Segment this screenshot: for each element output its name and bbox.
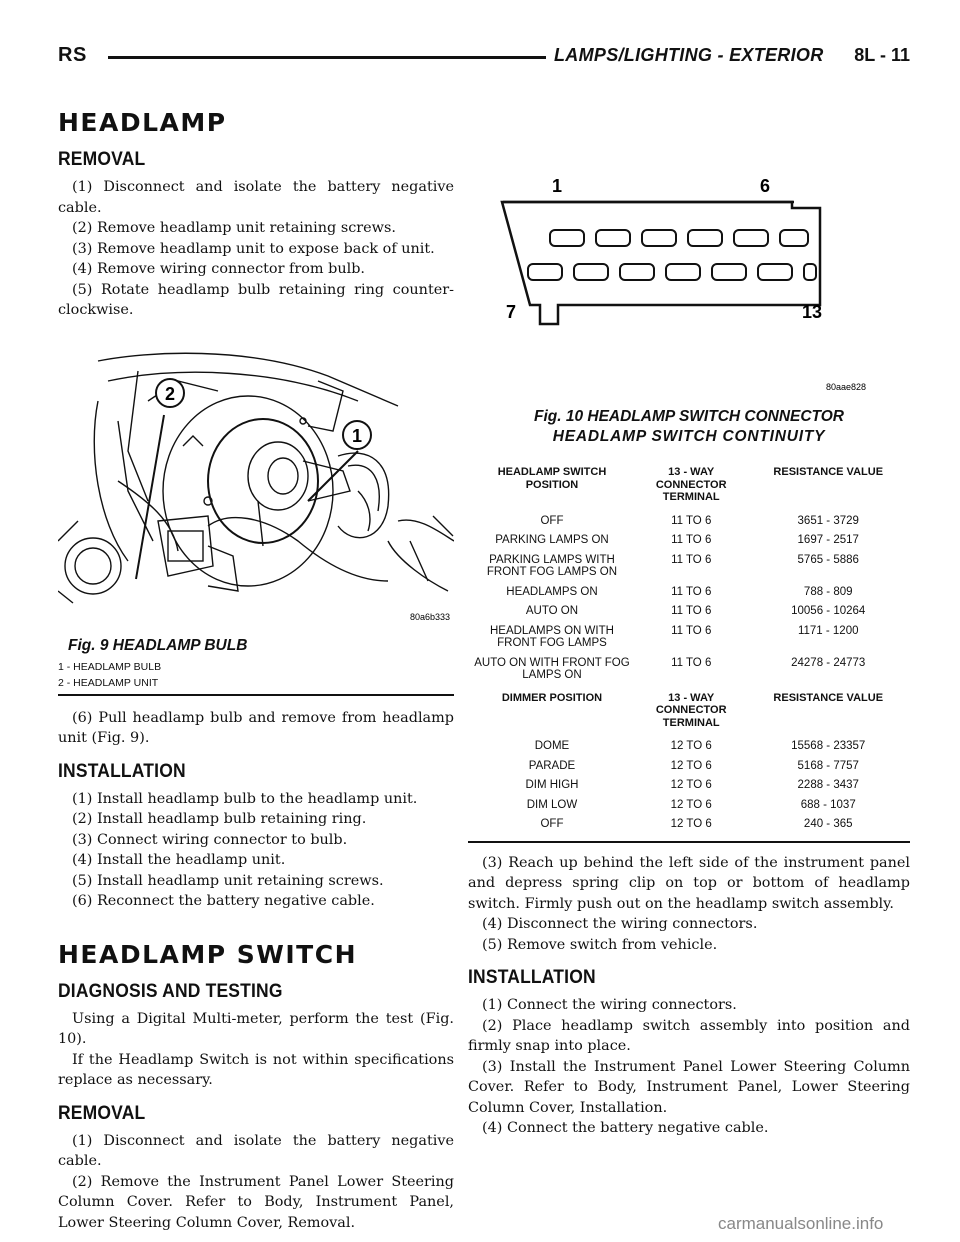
diagnosis-para-1: Using a Digital Multi-meter, perform the test (Fig. 10). xyxy=(58,1010,454,1047)
cell-position: DIM HIGH xyxy=(525,779,579,791)
switch-installation-step-4: (4) Connect the battery negative cable. xyxy=(482,1120,769,1136)
table-subheader-row xyxy=(468,686,910,738)
cell-position: AUTO ON xyxy=(525,605,579,617)
switch-removal-continued xyxy=(468,853,910,956)
header-section-title: LAMPS/LIGHTING - EXTERIOR xyxy=(554,45,824,65)
cell-terminal: 11 TO 6 xyxy=(671,534,712,546)
cell-resistance: 10056 - 10264 xyxy=(791,605,866,617)
figure-9 xyxy=(58,341,454,696)
right-column xyxy=(468,100,910,1139)
cell-terminal: 12 TO 6 xyxy=(670,818,712,830)
cell-resistance: 788 - 809 xyxy=(803,585,853,598)
cell-position: HEADLAMPS ON WITH FRONT FOG LAMPS xyxy=(489,624,614,649)
installation-heading: INSTALLATION xyxy=(58,760,186,782)
continuity-table-title: HEADLAMP SWITCH CONTINUITY xyxy=(552,428,826,445)
removal-step-6: (6) Pull headlamp bulb and remove from headlamp unit (Fig. 9). xyxy=(58,709,454,746)
cell-terminal: 11 TO 6 xyxy=(671,553,712,566)
cell-terminal: 11 TO 6 xyxy=(671,514,712,527)
headlamp-bulb-illustration xyxy=(58,341,454,631)
switch-removal-step-1: (1) Disconnect and isolate the battery negative cable. xyxy=(58,1132,454,1169)
removal-step-5: (5) Rotate headlamp bulb retaining ring counter-clockwise. xyxy=(58,281,454,318)
cell-terminal: 12 TO 6 xyxy=(670,779,712,791)
cell-resistance: 3651 - 3729 xyxy=(797,514,859,527)
installation-step-2: (2) Install headlamp bulb retaining ring. xyxy=(72,811,367,827)
table-row xyxy=(468,737,910,757)
switch-installation-step-2: (2) Place headlamp switch assembly into position and firmly snap into place. xyxy=(468,1017,910,1054)
cell-resistance: 24278 - 24773 xyxy=(791,656,866,669)
table-row xyxy=(468,796,910,816)
cell-resistance: 240 - 365 xyxy=(803,818,853,830)
cell-terminal: 12 TO 6 xyxy=(670,740,712,752)
cell-resistance: 688 - 1037 xyxy=(800,798,856,811)
header-model-code: RS xyxy=(58,44,87,66)
legend-item-headlamp-bulb: 1 - HEADLAMP BULB xyxy=(58,660,162,673)
installation-step-3: (3) Connect wiring connector to bulb. xyxy=(72,831,348,848)
installation-step-5: (5) Install headlamp unit retaining screws. xyxy=(72,872,384,889)
diagnosis-heading: DIAGNOSIS AND TESTING xyxy=(58,980,283,1002)
table-row xyxy=(468,512,910,532)
pin-6-label: 6 xyxy=(760,176,771,196)
switch-removal-heading: REMOVAL xyxy=(58,1102,146,1124)
removal-step-3: (3) Remove headlamp unit to expose back of unit. xyxy=(72,240,435,257)
callout-2-label: 2 xyxy=(164,383,176,404)
figure-9-legend xyxy=(58,659,454,696)
table-row xyxy=(468,583,910,603)
connector-illustration xyxy=(468,100,910,400)
table-row xyxy=(468,815,910,835)
cell-resistance: 15568 - 23357 xyxy=(791,740,866,752)
removal-step-1: (1) Disconnect and isolate the battery negative cable. xyxy=(58,179,454,216)
pin-13-label: 13 xyxy=(802,302,823,322)
col-header-terminal-2: 13 - WAY CONNECTOR TERMINAL xyxy=(655,691,727,729)
cell-resistance: 2288 - 3437 xyxy=(797,779,859,791)
table-bottom-rule xyxy=(468,839,910,843)
table-header-row xyxy=(468,460,910,512)
cell-position: PARKING LAMPS ON xyxy=(495,534,609,546)
removal-step-2: (2) Remove headlamp unit retaining screws. xyxy=(72,220,396,236)
cell-resistance: 1171 - 1200 xyxy=(797,624,859,637)
switch-removal-step-3: (3) Reach up behind the left side of the instrument panel and depress spring clip on top or bottom of headlamp switch. Firmly push out on the headlamp switch assembly. xyxy=(468,854,910,912)
cell-position: DOME xyxy=(534,740,570,752)
removal-heading: REMOVAL xyxy=(58,149,146,170)
section-title-headlamp: HEADLAMP xyxy=(58,108,227,137)
cell-resistance: 5765 - 5886 xyxy=(797,553,859,566)
cell-terminal: 12 TO 6 xyxy=(670,759,712,772)
installation-step-6: (6) Reconnect the battery negative cable. xyxy=(72,893,375,909)
cell-terminal: 11 TO 6 xyxy=(671,624,712,637)
pin-1-label: 1 xyxy=(552,176,563,196)
col-header-switch-position: HEADLAMP SWITCH POSITION xyxy=(497,466,607,491)
figure-9-code: 80a6b333 xyxy=(409,611,450,622)
cell-resistance: 1697 - 2517 xyxy=(797,534,859,546)
cell-position: HEADLAMPS ON xyxy=(506,585,598,598)
switch-installation-step-3: (3) Install the Instrument Panel Lower Steering Column Cover. Refer to Body, Instrument Panel, Lower Steering Column Cover, Installation. xyxy=(468,1058,910,1116)
cell-position: OFF xyxy=(540,514,564,527)
cell-position: PARKING LAMPS WITH FRONT FOG LAMPS ON xyxy=(486,553,618,578)
header-rule xyxy=(108,56,546,59)
col-header-dimmer-position: DIMMER POSITION xyxy=(501,691,603,704)
table-row xyxy=(468,551,910,583)
installation-step-1: (1) Install headlamp bulb to the headlamp unit. xyxy=(72,790,418,807)
cell-terminal: 11 TO 6 xyxy=(671,605,712,617)
cell-position: AUTO ON WITH FRONT FOG LAMPS ON xyxy=(474,656,630,681)
switch-removal-step-4: (4) Disconnect the wiring connectors. xyxy=(482,916,758,932)
switch-removal-step-5: (5) Remove switch from vehicle. xyxy=(482,936,718,953)
removal-step-4: (4) Remove wiring connector from bulb. xyxy=(72,261,365,277)
cell-terminal: 11 TO 6 xyxy=(671,656,712,669)
table-row xyxy=(468,776,910,796)
figure-9-caption: Fig. 9 HEADLAMP BULB xyxy=(68,636,248,654)
cell-terminal: 11 TO 6 xyxy=(671,585,712,598)
switch-installation-heading: INSTALLATION xyxy=(468,967,596,988)
callout-1-label: 1 xyxy=(351,425,363,446)
cell-position: DIM LOW xyxy=(526,798,578,811)
cell-position: PARADE xyxy=(528,759,576,772)
figure-10-code: 80aae828 xyxy=(825,382,866,392)
cell-position: OFF xyxy=(540,818,564,830)
page-header xyxy=(58,44,910,74)
col-header-terminal: 13 - WAY CONNECTOR TERMINAL xyxy=(655,466,727,503)
installation-step-4: (4) Install the headlamp unit. xyxy=(72,852,286,868)
col-header-resistance-2: RESISTANCE VALUE xyxy=(773,691,884,704)
figure-10-caption: Fig. 10 HEADLAMP SWITCH CONNECTOR xyxy=(533,408,844,425)
pin-7-label: 7 xyxy=(506,302,517,322)
table-row xyxy=(468,654,910,686)
header-page-number: 8L - 11 xyxy=(854,45,910,65)
switch-removal-step-2: (2) Remove the Instrument Panel Lower Steering Column Cover. Refer to Body, Instrument Panel, Lower Steering Column Cover, Removal. xyxy=(58,1173,454,1231)
table-row xyxy=(468,757,910,777)
left-column xyxy=(58,100,454,1233)
continuity-table xyxy=(468,460,910,835)
section-title-headlamp-switch: HEADLAMP SWITCH xyxy=(58,939,357,969)
table-row xyxy=(468,622,910,654)
cell-resistance: 5168 - 7757 xyxy=(797,759,859,772)
col-header-resistance: RESISTANCE VALUE xyxy=(773,466,884,478)
cell-terminal: 12 TO 6 xyxy=(670,798,712,811)
table-row xyxy=(468,531,910,551)
switch-installation-step-1: (1) Connect the wiring connectors. xyxy=(482,997,737,1013)
legend-item-headlamp-unit: 2 - HEADLAMP UNIT xyxy=(58,676,159,689)
table-row xyxy=(468,602,910,622)
watermark: carmanualsonline.info xyxy=(718,1214,884,1233)
diagnosis-para-2: If the Headlamp Switch is not within specifications replace as necessary. xyxy=(58,1051,454,1088)
